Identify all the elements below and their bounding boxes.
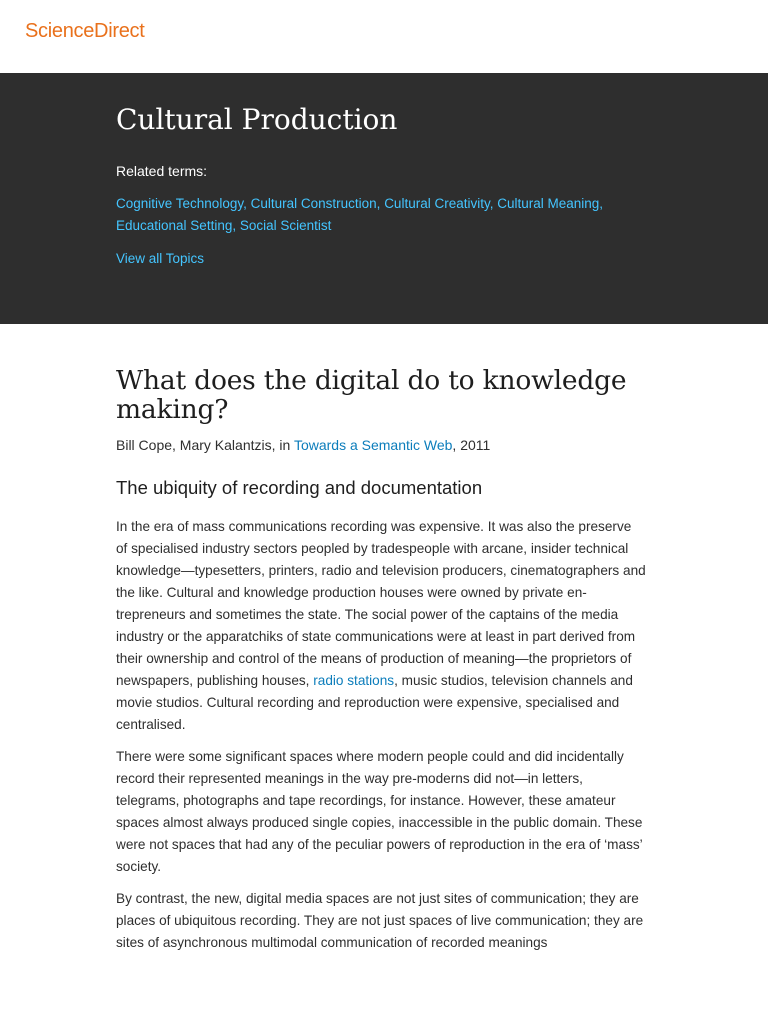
paragraph-text: In the era of mass communications recording was expensive. It was also the preserve of specialised industry sectors peopled by tradespeople with arcane, insider technical knowledge—typesetters, printers, radio and television producers, cinematographers and the like. Cultural and knowledge production houses were owned by private entrepreneurs and sometimes the state. The social power of the captains of the media industry or the apparatchiks of state communications were at least in part derived from their ownership and control of the means of production of meaning—the proprietors of newspapers, publishing houses, [116,519,646,688]
radio-stations-link[interactable]: radio stations [313,673,395,688]
view-all-topics-link[interactable]: View all Topics [116,251,205,266]
related-term-link[interactable]: Cognitive Technology [116,196,244,211]
paragraph-text: , music studios, television channels and movie studios. Cultural recording and reproduction were expensive, specialised and centralised. [116,673,633,732]
related-term-link[interactable]: Cultural Meaning [497,196,600,211]
related-terms-list [116,193,646,237]
related-terms-label: Related terms: [116,163,208,179]
sciencedirect-logo[interactable]: ScienceDirect [25,20,145,42]
paragraph: There were some significant spaces where modern people could and did incidentally record their represented meanings in the way pre-moderns did not—in letters, telegrams, photographs and tape recordings, for instance. However, these amateur spaces almost always produced single copies, inaccessible in the public domain. These were not spaces that had any of the peculiar powers of reproduction in the era of ‘mass’ society. [116,749,643,874]
paragraph [116,516,646,736]
paragraph: By contrast, the new, digital media spaces are not just sites of communication; they are places of ubiquitous recording. They are not just spaces of live communication; they are sites of asynchronous multimodal communication of recorded meanings [116,891,644,950]
related-term-link[interactable]: Cultural Construction [250,196,377,211]
related-term-link[interactable]: Cultural Creativity [384,196,490,211]
byline [116,437,646,453]
related-term-separator: , [489,196,498,211]
related-term-separator: , [376,196,385,211]
topic-header [0,73,768,324]
related-term-separator: , [599,196,604,211]
book-source-link[interactable]: Towards a Semantic Web [293,437,453,453]
topic-title: Cultural Production [116,103,398,136]
related-term-link[interactable]: Educational Setting [116,218,233,233]
chapter-title[interactable]: What does the digital do to knowledge making? [116,365,627,425]
related-term-separator: , [232,218,240,233]
publication-year: , 2011 [452,437,491,453]
related-term-link[interactable]: Social Scientist [239,218,332,233]
article-excerpt [116,366,646,954]
related-term-separator: , [243,196,251,211]
section-heading: The ubiquity of recording and documentation [116,477,483,498]
top-bar [0,0,768,73]
authors: Bill Cope, Mary Kalantzis, in [116,437,294,453]
